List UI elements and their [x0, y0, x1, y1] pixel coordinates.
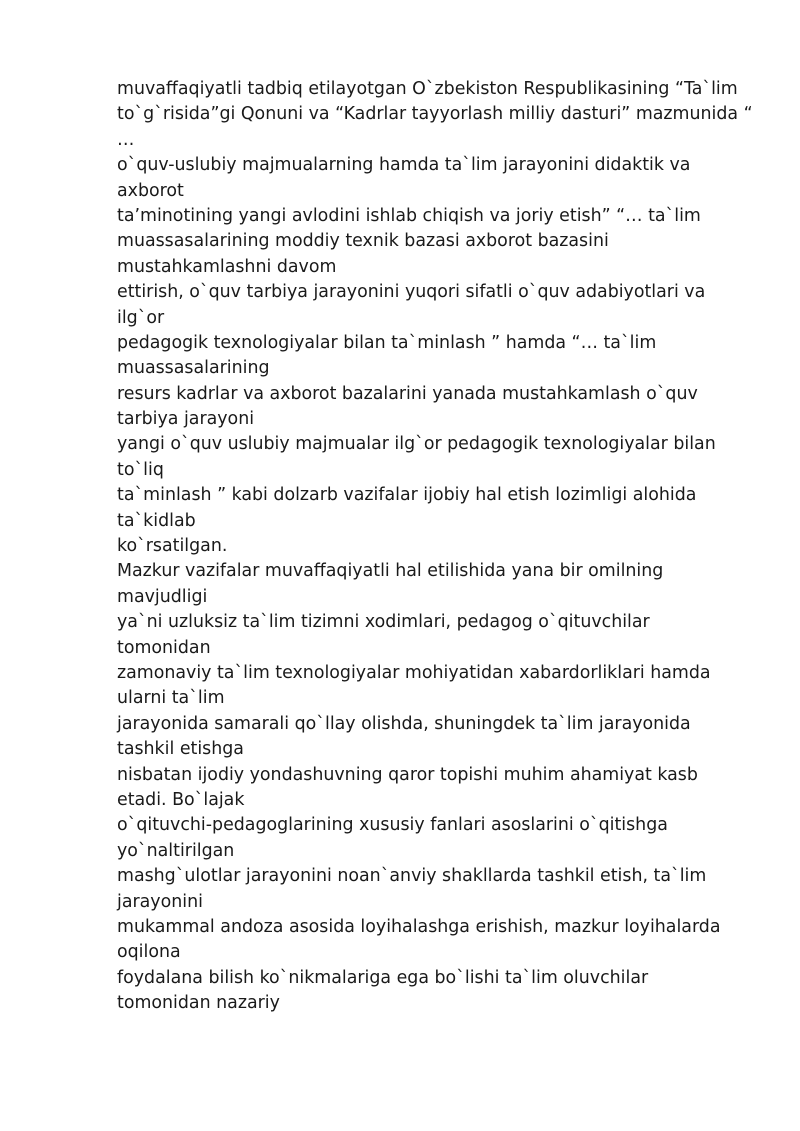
- text-line: ettirish, o`quv tarbiya jarayonini yuqori sifatli o`quv adabiyotlari va: [117, 282, 706, 303]
- text-line: tomonidan: [117, 637, 211, 658]
- text-line: resurs kadrlar va axborot bazalarini yanada mustahkamlash o`quv: [117, 383, 698, 404]
- text-line: tomonidan nazariy: [117, 993, 280, 1014]
- text-line: ilg`or: [117, 307, 165, 328]
- text-line: muassasalarining moddiy texnik bazasi axborot bazasini: [117, 231, 609, 252]
- text-line: o`qituvchi-pedagoglarining xususiy fanlari asoslarini o`qitishga: [117, 815, 668, 836]
- text-line: muvaffaqiyatli tadbiq etilayotgan O`zbekiston Respublikasining “Ta`lim: [117, 79, 738, 99]
- text-line: mashg`ulotlar jarayonini noan`anviy shakllarda tashkil etish, ta`lim: [117, 866, 707, 887]
- text-line: tarbiya jarayoni: [117, 409, 255, 430]
- text-line: ta’minotining yangi avlodini ishlab chiqish va joriy etish” “… ta`lim: [117, 205, 701, 226]
- text-line: nisbatan ijodiy yondashuvning qaror topishi muhim ahamiyat kasb: [117, 764, 698, 785]
- text-line: zamonaviy ta`lim texnologiyalar mohiyatidan xabardorliklari hamda: [117, 662, 711, 683]
- text-line: jarayonida samarali qo`llay olishda, shuningdek ta`lim jarayonida: [117, 713, 691, 734]
- text-line: mukammal andoza asosida loyihalashga erishish, mazkur loyihalarda: [117, 916, 721, 937]
- text-line: Mazkur vazifalar muvaffaqiyatli hal etilishida yana bir omilning: [117, 561, 664, 582]
- text-line: mavjudligi: [117, 586, 208, 607]
- text-line: pedagogik texnologiyalar bilan ta`minlash ” hamda “… ta`lim: [117, 332, 657, 353]
- text-line: tashkil etishga: [117, 739, 244, 760]
- text-line: yo`naltirilgan: [117, 840, 235, 861]
- text-line: to`liq: [117, 459, 164, 480]
- text-line: etadi. Bo`lajak: [117, 789, 245, 810]
- text-line: ularni ta`lim: [117, 688, 225, 709]
- text-line: muassasalarining: [117, 358, 270, 379]
- text-line: jarayonini: [117, 891, 203, 912]
- text-line: mustahkamlashni davom: [117, 256, 337, 277]
- text-line: axborot: [117, 180, 184, 201]
- body-text: [117, 77, 757, 1016]
- text-line: ya`ni uzluksiz ta`lim tizimni xodimlari, pedagog o`qituvchilar: [117, 612, 650, 633]
- text-line: o`quv-uslubiy majmualarning hamda ta`lim jarayonini didaktik va: [117, 155, 691, 176]
- text-line: yangi o`quv uslubiy majmualar ilg`or pedagogik texnologiyalar bilan: [117, 434, 716, 455]
- text-line: ko`rsatilgan.: [117, 536, 228, 557]
- text-line: to`g`risida”gi Qonuni va “Kadrlar tayyorlash milliy dasturi” mazmunida “: [117, 104, 753, 125]
- text-line: ta`kidlab: [117, 510, 196, 531]
- text-line: oqilona: [117, 942, 181, 963]
- text-line: foydalana bilish ko`nikmalariga ega bo`lishi ta`lim oluvchilar: [117, 967, 649, 988]
- text-line: …: [117, 129, 135, 150]
- text-line: ta`minlash ” kabi dolzarb vazifalar ijobiy hal etish lozimligi alohida: [117, 485, 697, 506]
